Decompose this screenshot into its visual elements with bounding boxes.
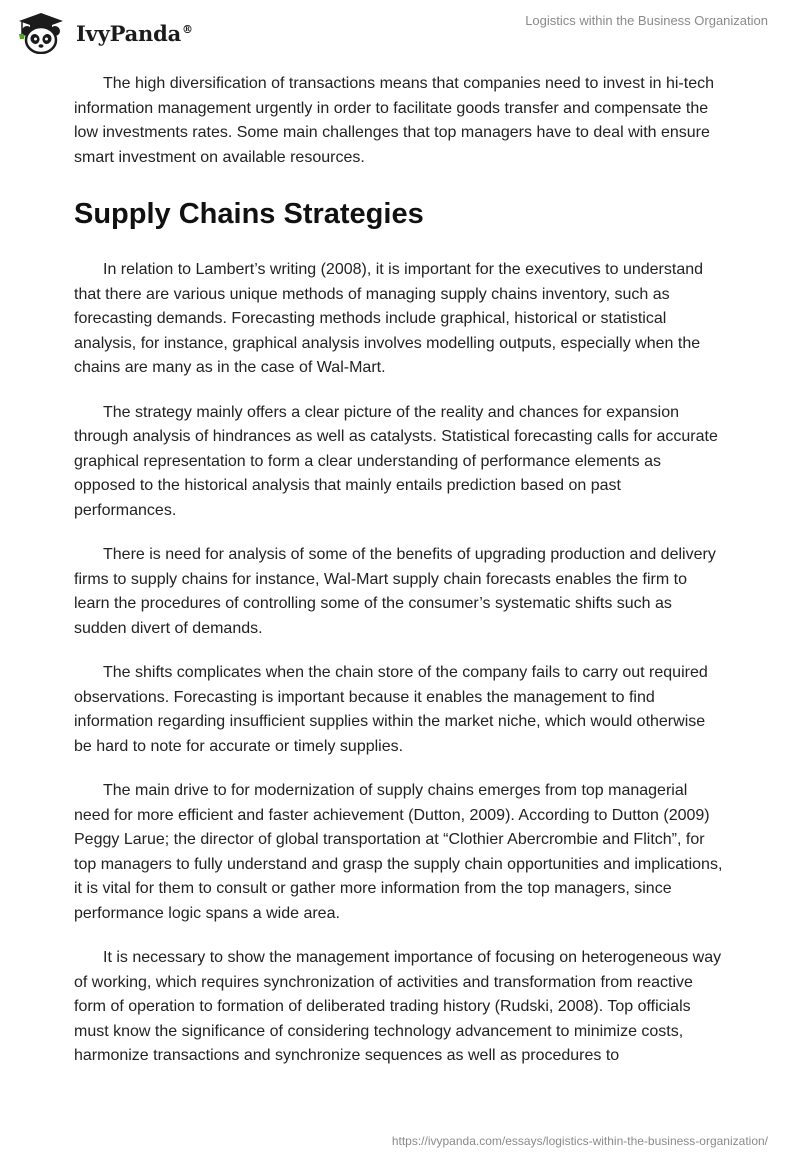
source-url[interactable]: https://ivypanda.com/essays/logistics-within-the-business-organization/ (391, 1134, 768, 1148)
document-title: Logistics within the Business Organization (525, 13, 768, 28)
panda-graduate-icon (16, 12, 66, 54)
intro-paragraph: The high diversification of transactions means that companies need to invest in hi-tech information management urgently in order to facilitate goods transfer and compensate the low investments rates. Some main challenges that top managers have to deal with ensure smart investment on available resources. (74, 75, 714, 166)
essay-content (74, 72, 726, 1089)
body-paragraph: The main drive to for modernization of supply chains emerges from top managerial need for more efficient and faster achievement (Dutton, 2009). According to Dutton (2009) Peggy Larue; the director of global transportation at “Clothier Abercrombie and Flitch”, for top managers to fully understand and grasp the supply chain opportunities and implications, it is vital for them to consult or gather more information from the top managers, since performance logic spans a wide area. (74, 782, 723, 922)
page-header (0, 0, 800, 60)
body-paragraph: There is need for analysis of some of the benefits of upgrading production and delivery firms to supply chains for instance, Wal-Mart supply chain forecasts enables the firm to learn the procedures of controlling some of the consumer’s systematic shifts such as sudden divert of demands. (74, 546, 716, 637)
body-paragraph: The shifts complicates when the chain store of the company fails to carry out required observations. Forecasting is important because it enables the management to find information regarding insufficient supplies within the market niche, which would otherwise be hard to note for accurate or timely supplies. (74, 664, 708, 755)
body-paragraph: The strategy mainly offers a clear picture of the reality and chances for expansion through analysis of hindrances as well as catalysts. Statistical forecasting calls for accurate graphical representation to form a clear understanding of performance elements as opposed to the historical analysis that mainly entails prediction based on past performances. (74, 403, 718, 519)
brand-name: IvyPanda® (76, 20, 193, 46)
section-heading: Supply Chains Strategies (74, 198, 424, 230)
body-paragraph: In relation to Lambert’s writing (2008), it is important for the executives to understand that there are various unique methods of managing supply chains inventory, such as forecasting demands. Forecasting methods include graphical, historical or statistical analysis, for instance, graphical analysis involves modelling outputs, especially when the chains are many as in the case of Wal-Mart. (74, 261, 704, 376)
body-paragraph: It is necessary to show the management importance of focusing on heterogeneous way of working, which requires synchronization of activities and transformation from reactive form of operation to formation of deliberated trading history (Rudski, 2008). Top officials must know the significance of considering technology advancement to minimize costs, harmonize transactions and synchronize sequences as well as procedures to (74, 949, 722, 1064)
brand-logo[interactable] (16, 12, 193, 54)
